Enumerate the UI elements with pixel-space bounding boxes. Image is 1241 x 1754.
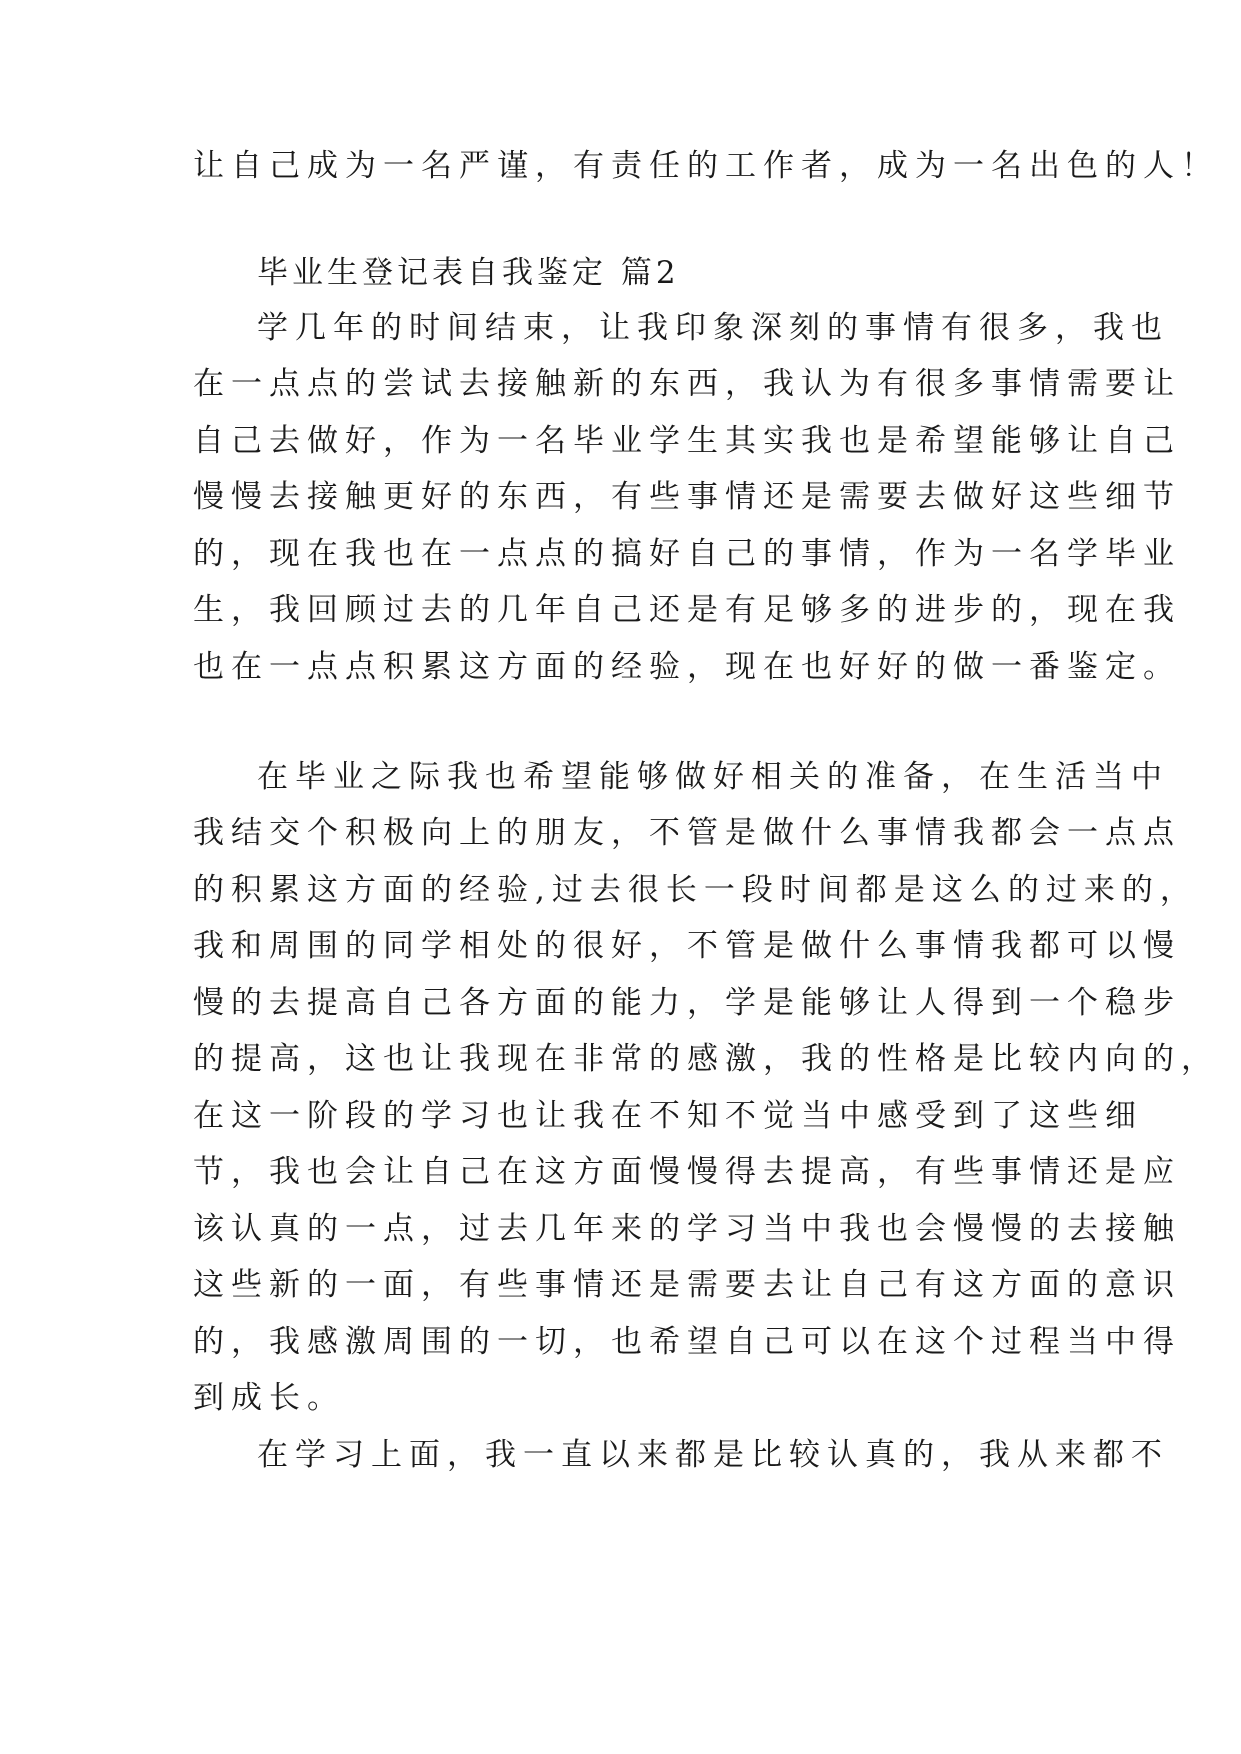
paragraph-3-line: 在学习上面，我一直以来都是比较认真的，我从来都不 (257, 1437, 1169, 1473)
paragraph-1-line: 也在一点点积累这方面的经验，现在也好好的做一番鉴定。 (193, 649, 1181, 685)
paragraph-2-line: 的积累这方面的经验,过去很长一段时间都是这么的过来的， (193, 872, 1198, 908)
paragraph-1-line: 慢慢去接触更好的东西，有些事情还是需要去做好这些细节 (193, 479, 1181, 515)
paragraph-2-line: 该认真的一点，过去几年来的学习当中我也会慢慢的去接触 (193, 1211, 1181, 1247)
paragraph-2-line: 我结交个积极向上的朋友，不管是做什么事情我都会一点点 (193, 815, 1181, 851)
paragraph-2-line: 在这一阶段的学习也让我在不知不觉当中感受到了这些细 (193, 1098, 1143, 1134)
section-heading: 毕业生登记表自我鉴定 篇2 (257, 255, 680, 291)
paragraph-1-line: 生，我回顾过去的几年自己还是有足够多的进步的，现在我 (193, 592, 1181, 628)
paragraph-2-line: 这些新的一面，有些事情还是需要去让自己有这方面的意识 (193, 1267, 1181, 1303)
paragraph-1-line: 自己去做好，作为一名毕业学生其实我也是希望能够让自己 (193, 423, 1181, 459)
paragraph-1-line: 在一点点的尝试去接触新的东西，我认为有很多事情需要让 (193, 366, 1181, 402)
paragraph-2-line: 的，我感激周围的一切，也希望自己可以在这个过程当中得 (193, 1324, 1181, 1360)
paragraph-1-line: 的，现在我也在一点点的搞好自己的事情，作为一名学毕业 (193, 536, 1181, 572)
paragraph-2-line: 我和周围的同学相处的很好，不管是做什么事情我都可以慢 (193, 928, 1181, 964)
paragraph-2-line: 在毕业之际我也希望能够做好相关的准备，在生活当中 (257, 759, 1169, 795)
paragraph-2-line: 节，我也会让自己在这方面慢慢得去提高，有些事情还是应 (193, 1154, 1181, 1190)
paragraph-2-line: 慢的去提高自己各方面的能力，学是能够让人得到一个稳步 (193, 985, 1181, 1021)
intro-line: 让自己成为一名严谨，有责任的工作者，成为一名出色的人！ (193, 148, 1219, 184)
paragraph-2-line: 到成长。 (193, 1380, 345, 1416)
paragraph-1-line: 学几年的时间结束，让我印象深刻的事情有很多，我也 (257, 310, 1169, 346)
paragraph-2-line: 的提高，这也让我现在非常的感激，我的性格是比较内向的， (193, 1041, 1219, 1077)
